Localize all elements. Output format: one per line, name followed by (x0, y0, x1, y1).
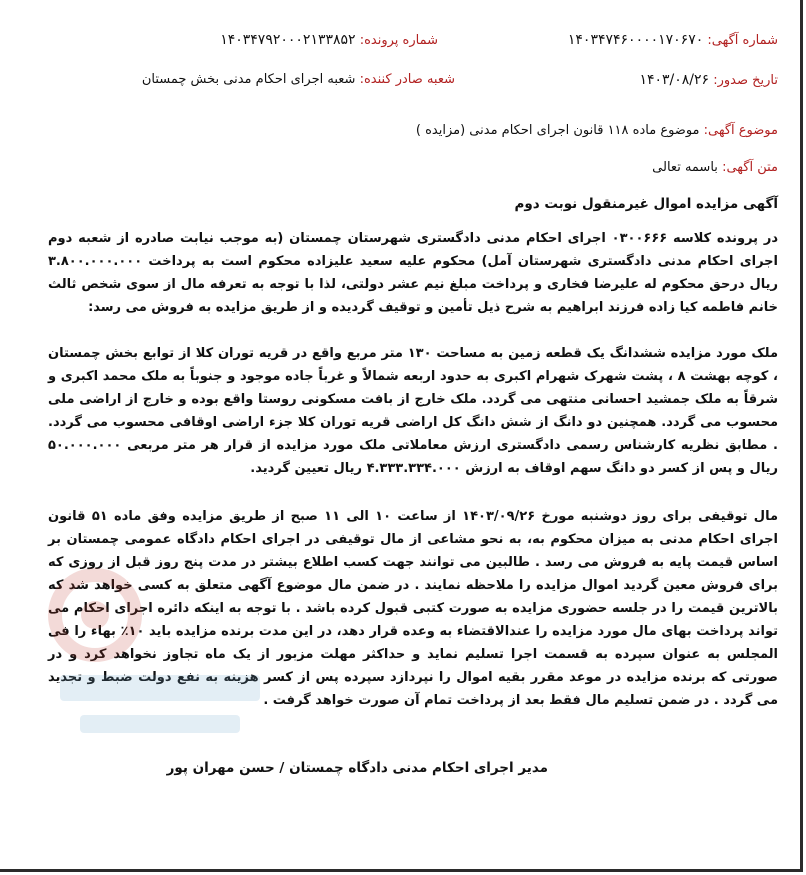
signature: مدیر اجرای احکام مدنی دادگاه چمستان / حسن مهران پور (166, 760, 548, 776)
subject-value: موضوع ماده ۱۱۸ قانون اجرای احکام مدنی (مزایده ) (415, 123, 700, 138)
issue-date-field (639, 72, 778, 88)
paragraph-2: ملک مورد مزایده ششدانگ یک قطعه زمین به مساحت ۱۳۰ متر مربع واقع در قریه توران کلا از توابع بخش چمستان ، کوچه بهشت ۸ ، پشت شهرک شهرام اکبری به حدود اربعه شمالاً و غرباً جاده موجود و جنوباً به ملک محمد اکبری و شرقاً به ملک جمشید احسانی منتهی می گردد. ملک خارج از بافت مسکونی روستا واقع بوده و خارج از اراضی ملی محسوب می گردد. همچنین دو دانگ از شش دانگ کل اراضی قریه توران کلا جزء اراضی اوقافی محسوب می گردد. . مطابق نظریه کارشناس رسمی دادگستری ارزش معاملاتی ملک مورد مزایده از قرار هر متر مربعی ۵۰.۰۰۰.۰۰۰ ریال و پس از کسر دو دانگ سهم اوقاف به ارزش ۴.۳۳۳.۳۳۴.۰۰۰ ریال تعیین گردید. (48, 346, 778, 476)
ad-number-value: ۱۴۰۳۴۷۴۶۰۰۰۰۱۷۰۶۷۰ (567, 32, 704, 48)
case-number-field (220, 32, 438, 48)
subject-field (416, 123, 778, 138)
issue-date-value: ۱۴۰۳/۰۸/۲۶ (639, 72, 710, 88)
issuer-field (142, 72, 455, 87)
case-number-label: شماره پرونده: (359, 33, 438, 48)
body-label: متن آگهی: (722, 160, 778, 175)
paragraph-3: مال توقیفی برای روز دوشنبه مورخ ۱۴۰۳/۰۹/۲۶ از ساعت ۱۰ الی ۱۱ صبح از طریق مزایده وفق ماده ۵۱ قانون اجرای احکام مدنی به میزان محکوم به، به نحو مشاعی از مال توقیفی در اجرای احکام دادگاه عمومی چمستان بر اساس قیمت پایه به فروش می رسد . طالبین می توانند جهت کسب اطلاع بیشتر در مدت پنج روز قبل از روزی که برای فروش معین گردید اموال مزایده را ملاحظه نمایند . در ضمن مال موضوع آگهی متعلق به کسی خواهد شد که بالاترین قیمت را در جلسه حضوری مزایده به صورت کتبی قبول کرده باشد . با توجه به اینکه دائره اجرای احکام می تواند پرداخت بهای مال مورد مزایده را عندالاقتضاء به وعده قرار دهد، در این مدت برنده مزایده باید ۱۰٪ بهاء را فی المجلس به عنوان سپرده به قسمت اجرا تسلیم نماید و حداکثر مهلت مزبور از یک ماه تجاوز نخواهد کرد و در صورتی که برنده مزایده در موعد مقرر بقیه اموال را نپردازد سپرده پس از کسر هزینه به نفع دولت ضبط و تجدید می گردد . در ضمن تسلیم مال فقط بعد از پرداخت تمام آن صورت خواهد گرفت . (48, 509, 779, 708)
body-field (652, 160, 778, 175)
issuer-value: شعبه اجرای احکام مدنی بخش چمستان (141, 72, 356, 87)
invocation: باسمه تعالی (652, 160, 718, 175)
case-number-value: ۱۴۰۳۴۷۹۲۰۰۰۲۱۳۳۸۵۲ (220, 32, 356, 48)
ad-number-label: شماره آگهی: (707, 33, 778, 48)
issuer-label: شعبه صادر کننده: (359, 72, 455, 87)
paragraph-1: در پرونده کلاسه ۰۳۰۰۶۶۶ اجرای احکام مدنی دادگستری شهرستان چمستان (به موجب نیابت صادره از شعبه دوم اجرای احکام مدنی دادگستری شهرستان آمل) محکوم علیه سعید علیزاده محکوم است به پرداخت ۳.۸۰۰.۰۰۰.۰۰۰ ریال درحق محکوم له علیرضا فخاری و پرداخت مبلغ نیم عشر دولتی، لذا با توجه به تعرفه مال از سوی شخص ثالث خانم فاطمه کیا زاده فرزند ابراهیم به شرح ذیل تأمین و توقیف گردیده و از طریق مزایده به فروش می رسد: (48, 231, 778, 315)
ad-number-field (568, 32, 778, 48)
issue-date-label: تاریخ صدور: (713, 73, 778, 88)
subject-label: موضوع آگهی: (703, 123, 778, 138)
notice-heading: آگهی مزایده اموال غیرمنقول نوبت دوم (514, 196, 778, 212)
